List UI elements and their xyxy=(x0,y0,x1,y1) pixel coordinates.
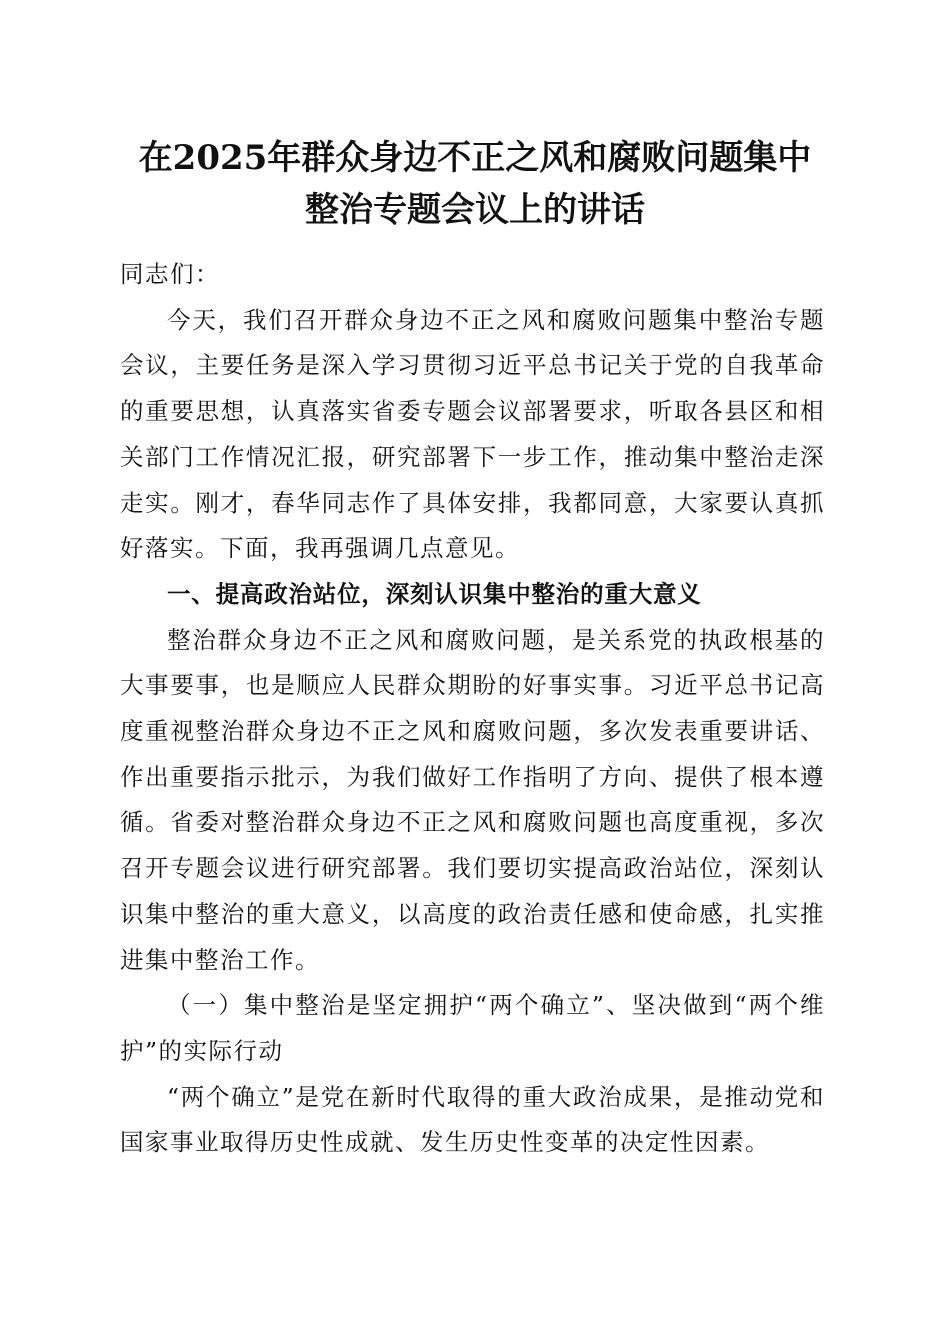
section-heading-1: 一、提高政治站位，深刻认识集中整治的重大意义 xyxy=(167,579,702,608)
section-1-paragraph: 整治群众身边不正之风和腐败问题，是关系党的执政根基的大事要事，也是顺应人民群众期盼的好事实事。习近平总书记高度重视整治群众身边不正之风和腐败问题，多次发表重要讲话、作出重要指示批示，为我们做好工作指明了方向、提供了根本遵循。省委对整治群众身边不正之风和腐败问题也高度重视，多次召开专题会议进行研究部署。我们要切实提高政治站位，深刻认识集中整治的重大意义，以高度的政治责任感和使命感，扎实推进集中整治工作。 xyxy=(120,625,825,974)
subsection-1-paragraph: “两个确立”是党在新时代取得的重大政治成果，是推动党和国家事业取得历史性成就、发生历史性变革的决定性因素。 xyxy=(120,1082,825,1157)
title-line-1: 在2025年群众身边不正之风和腐败问题集中 xyxy=(138,138,812,178)
intro-paragraph: 今天，我们召开群众身边不正之风和腐败问题集中整治专题会议，主要任务是深入学习贯彻习近平总书记关于党的自我革命的重要思想，认真落实省委专题会议部署要求，听取各县区和相关部门工作情况汇报，研究部署下一步工作，推动集中整治走深走实。刚才，春华同志作了具体安排，我都同意，大家要认真抓好落实。下面，我再强调几点意见。 xyxy=(120,305,825,563)
document-body xyxy=(120,252,825,1166)
salutation: 同志们： xyxy=(120,260,220,288)
title-line-2: 整治专题会议上的讲话 xyxy=(305,190,645,230)
subsection-heading-1: （一）集中整治是坚定拥护“两个确立”、坚决做到“两个维护”的实际行动 xyxy=(120,991,825,1065)
document-title xyxy=(100,132,850,236)
